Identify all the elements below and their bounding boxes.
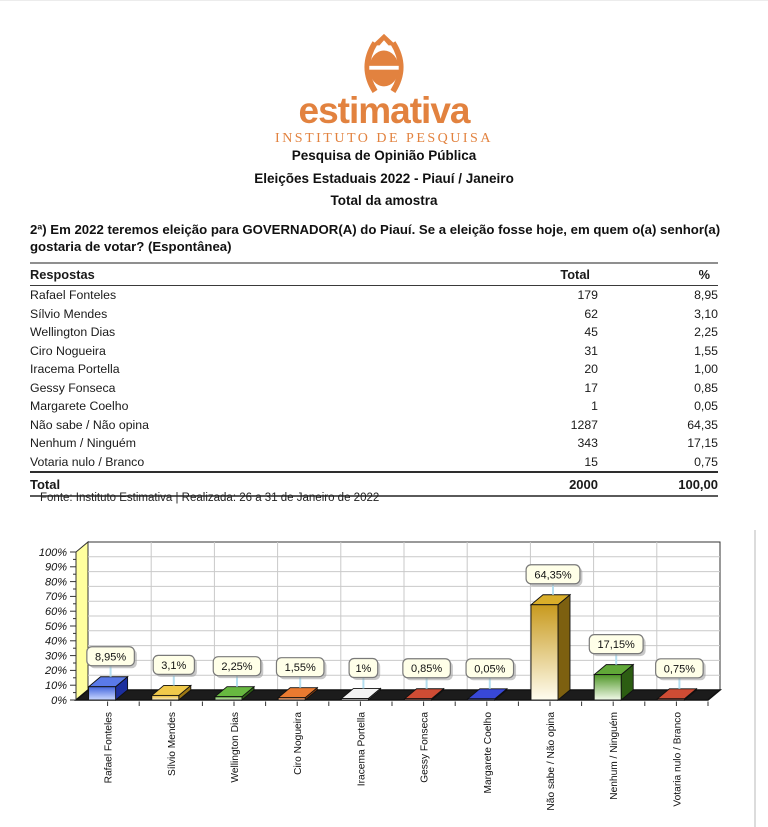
- x-category-label: Iracema Portella: [356, 712, 368, 787]
- bar-front-face: [341, 699, 368, 700]
- source-note: Fonte: Instituto Estimativa | Realizada: 26 a 31 de Janeiro de 2022: [40, 492, 380, 504]
- response-cell: Wellington Dias: [30, 325, 116, 340]
- table-row: [30, 323, 718, 342]
- value-label: 2,25%: [221, 661, 253, 674]
- bar-front-face: [657, 699, 684, 700]
- table-row: [30, 305, 718, 324]
- bar-front-face: [215, 697, 242, 700]
- response-cell: Sílvio Mendes: [30, 306, 108, 321]
- x-category-label: Gessy Fonseca: [419, 712, 431, 783]
- total-cell: 1: [591, 399, 598, 414]
- y-tick-label: 100%: [38, 546, 67, 559]
- total-cell: 15: [584, 454, 598, 469]
- bar-front-face: [468, 699, 495, 700]
- percent-cell: 64,35: [687, 417, 718, 432]
- response-cell: Não sabe / Não opina: [30, 417, 149, 432]
- total-cell: 179: [577, 288, 598, 303]
- x-category-label: Nenhum / Ninguém: [609, 712, 621, 800]
- bar-front-face: [89, 687, 116, 700]
- value-label: 64,35%: [534, 569, 572, 582]
- bar-7: [531, 595, 570, 700]
- value-label: 0,85%: [410, 663, 443, 676]
- percent-cell: 100,00: [678, 476, 718, 492]
- total-cell: 2000: [569, 476, 598, 492]
- table-row: [30, 360, 718, 379]
- response-cell: Iracema Portella: [30, 362, 120, 377]
- logo-subtitle-text: INSTITUTO DE PESQUISA: [275, 131, 493, 146]
- response-cell: Total: [30, 476, 61, 492]
- response-cell: Gessy Fonseca: [30, 380, 116, 395]
- response-cell: Votaria nulo / Branco: [30, 454, 145, 469]
- value-label: 3,1%: [161, 659, 187, 672]
- logo-brand-text: estimativa: [298, 90, 470, 131]
- percent-cell: 17,15: [687, 436, 718, 451]
- value-label: 1%: [355, 663, 372, 676]
- total-cell: 1287: [570, 417, 598, 432]
- bar-front-face: [278, 698, 305, 700]
- value-label: 17,15%: [597, 639, 635, 652]
- document-header: [0, 145, 768, 213]
- percent-cell: 1,55: [694, 343, 718, 358]
- percent-cell: 0,75: [694, 454, 718, 469]
- header-line-1: Pesquisa de Opinião Pública: [291, 148, 477, 163]
- response-cell: Ciro Nogueira: [30, 343, 106, 358]
- question-text: 2ª) Em 2022 teremos eleição para GOVERNADOR(A) do Piauí. Se a eleição fosse hoje, em quem o(a) senhor(a) gostaria de votar? (Espontânea): [30, 222, 721, 254]
- x-category-label: Não sabe / Não opina: [546, 712, 557, 811]
- percent-cell: 3,10: [694, 306, 718, 321]
- bar-chart: [0, 535, 768, 827]
- total-cell: 31: [584, 343, 598, 358]
- bar-side-face: [558, 595, 570, 700]
- estimativa-logo-icon: [325, 30, 443, 94]
- table-row: [30, 453, 718, 472]
- percent-cell: 8,95: [694, 288, 718, 303]
- x-category-label: Ciro Nogueira: [293, 712, 305, 775]
- y-tick-label: 80%: [44, 576, 67, 589]
- table-header-row: [30, 262, 718, 286]
- value-label: 0,05%: [474, 663, 506, 676]
- y-tick-label: 50%: [44, 620, 67, 633]
- table-row: [30, 397, 718, 416]
- total-cell: Total: [560, 267, 590, 282]
- chart-left-wall: [76, 542, 88, 700]
- percent-cell: 2,25: [694, 325, 718, 340]
- table-row: [30, 342, 718, 361]
- header-line-3: Total da amostra: [330, 193, 438, 208]
- total-cell: 17: [584, 380, 598, 395]
- table-row: [30, 286, 718, 305]
- y-tick-label: 10%: [44, 680, 67, 692]
- table-row: [30, 416, 718, 435]
- bar-front-face: [152, 695, 179, 700]
- x-category-label: Votaria nulo / Branco: [672, 712, 684, 807]
- y-tick-label: 60%: [44, 606, 67, 618]
- bar-front-face: [405, 699, 432, 700]
- y-tick-label: 70%: [44, 591, 67, 604]
- scan-edge-top: [0, 0, 768, 1]
- percent-cell: 1,00: [694, 362, 718, 377]
- bar-8: [594, 665, 633, 700]
- response-cell: Margarete Coelho: [30, 399, 129, 414]
- x-category-label: Sílvio Mendes: [166, 712, 178, 776]
- value-label: 8,95%: [94, 651, 127, 664]
- response-cell: Rafael Fonteles: [30, 288, 117, 303]
- table-row: [30, 434, 718, 453]
- total-cell: 343: [577, 436, 598, 451]
- logo: [0, 30, 768, 147]
- total-cell: 20: [584, 362, 598, 377]
- y-tick-label: 0%: [51, 694, 67, 707]
- percent-cell: %: [698, 267, 710, 282]
- header-line-2: Eleições Estaduais 2022 - Piauí / Janeiro: [254, 170, 514, 186]
- response-cell: Nenhum / Ninguém: [30, 436, 136, 451]
- total-cell: 45: [584, 325, 598, 340]
- total-cell: 62: [584, 306, 598, 321]
- x-category-label: Margarete Coelho: [482, 712, 494, 794]
- percent-cell: 0,05: [694, 399, 718, 414]
- response-cell: Respostas: [30, 267, 95, 282]
- y-tick-label: 30%: [44, 650, 67, 663]
- table-row: [30, 379, 718, 398]
- y-tick-label: 90%: [44, 561, 67, 574]
- value-label: 0,75%: [663, 663, 696, 676]
- bar-front-face: [531, 605, 558, 700]
- results-table: [30, 262, 718, 497]
- percent-cell: 0,85: [694, 380, 718, 395]
- x-category-label: Rafael Fonteles: [103, 712, 115, 784]
- y-tick-label: 40%: [44, 635, 67, 648]
- value-label: 1,55%: [284, 662, 316, 675]
- bar-front-face: [594, 675, 621, 700]
- y-tick-label: 20%: [44, 665, 67, 678]
- x-category-label: Wellington Dias: [230, 712, 241, 783]
